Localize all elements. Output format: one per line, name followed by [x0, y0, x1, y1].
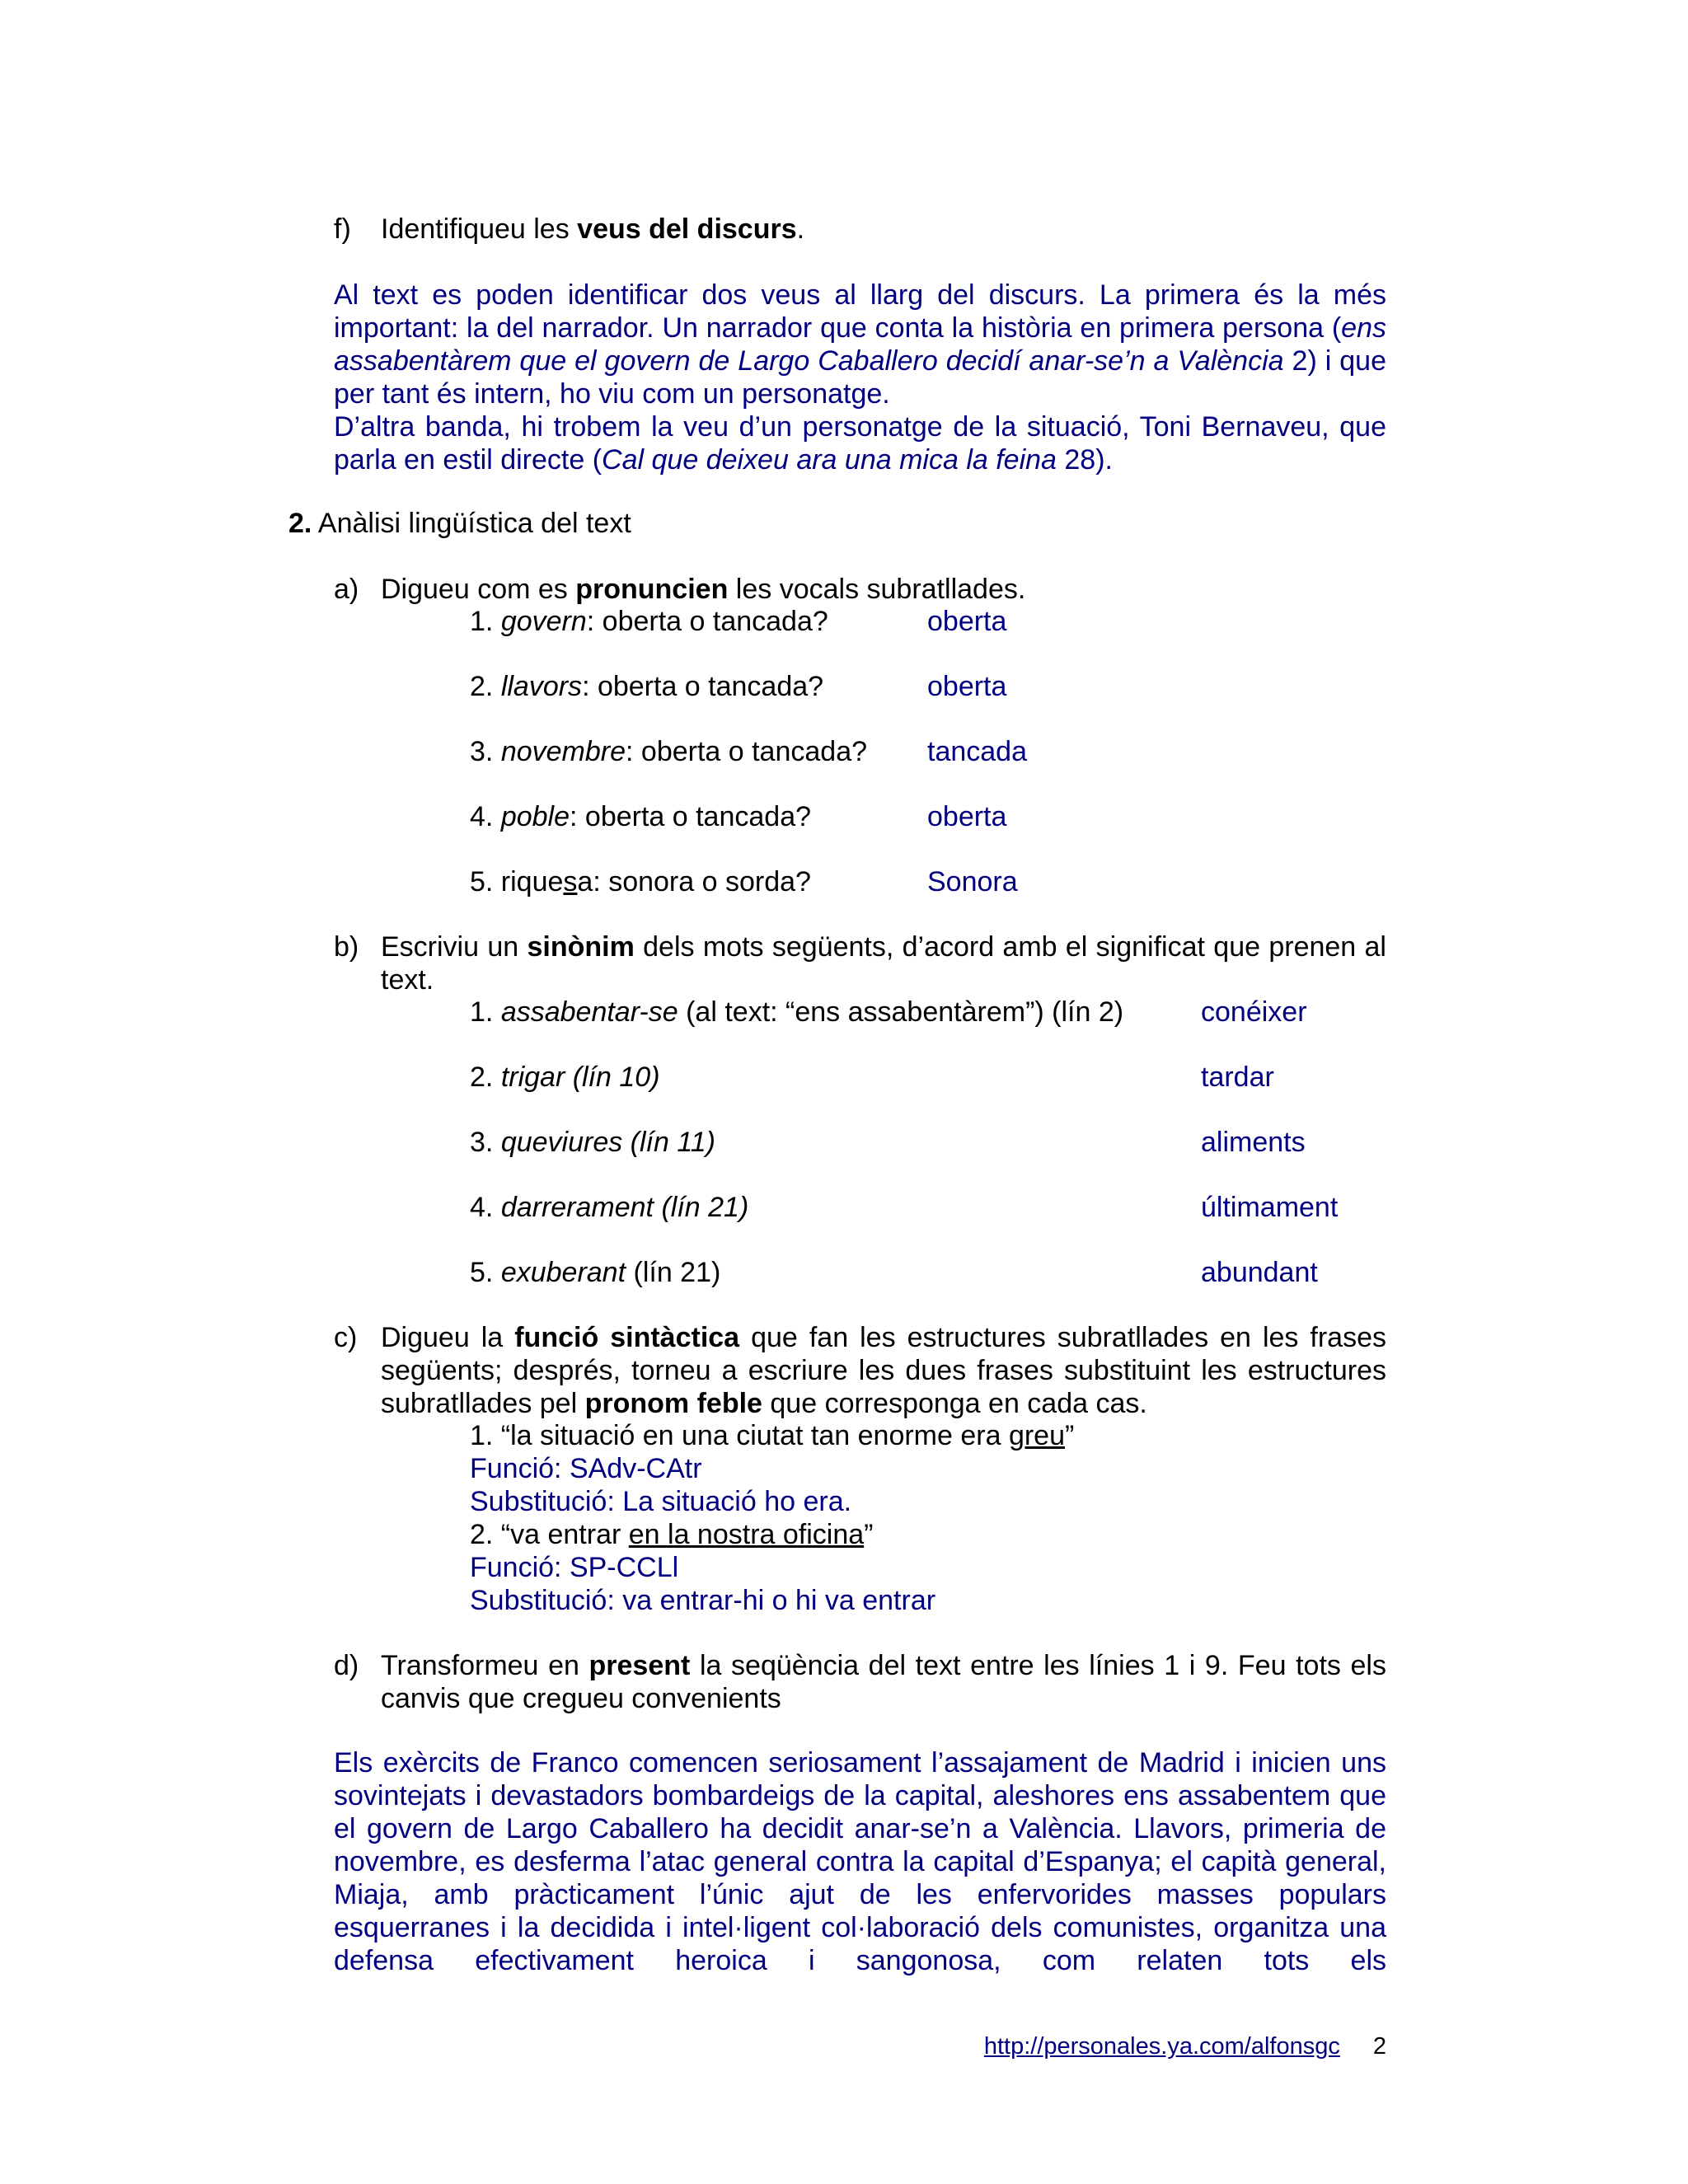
synonym-row: 3. queviures (lín 11) [470, 1127, 715, 1158]
syntax-substitution-1: Substitució: La situació ho era. [470, 1486, 852, 1517]
pronunciation-answer: oberta [927, 801, 1007, 832]
syntax-block [470, 1419, 1385, 1617]
pronunciation-answer: oberta [927, 671, 1007, 702]
item-b-marker: b) [334, 931, 359, 963]
voices-answer-p1: Al text es poden identificar dos veus al llarg del discurs. La primera és la més important: la del narrador. Un narrador que conta la història en primera persona (ens assabentàrem que el govern de Largo Caballero decidí anar-se’n a València 2) i que per tant és intern, ho viu com un personatge. [334, 279, 1386, 410]
section-number: 2. [288, 508, 312, 539]
syntax-function-1: Funció: SAdv-CAtr [470, 1453, 702, 1484]
synonym-answer: últimament [1201, 1192, 1339, 1223]
item-d-text: Transformeu en present la seqüència del text entre les línies 1 i 9. Feu tots els canvis que cregueu convenients [381, 1650, 1386, 1714]
item-c-marker: c) [334, 1322, 358, 1353]
voices-answer-p2: D’altra banda, hi trobem la veu d’un personatge de la situació, Toni Bernaveu, que parla en estil directe (Cal que deixeu ara una mica la feina 28). [334, 411, 1386, 476]
synonym-answer: tardar [1201, 1062, 1274, 1093]
pronunciation-row: 3. novembre: oberta o tancada? [470, 736, 868, 767]
present-answer: Els exèrcits de Franco comencen seriosament l’assajament de Madrid i inicien uns sovintejats i devastadors bombardeigs de la capital, aleshores ens assabentem que el govern de Largo Caballero ha decidit anar-se’n a València. Llavors, primeria de novembre, es desferma l’atac general contra la capital d’Espanya; el capità general, Miaja, amb pràcticament l’únic ajut de les enfervorides masses populars esquerranes i la decidida i intel·ligent col·laboració dels comunistes, organitza una defensa efectivament heroica i sangonosa, com relaten tots els [334, 1747, 1386, 1976]
pronunciation-answer: tancada [927, 736, 1027, 767]
syntax-sentence-2: 2. “va entrar en la nostra oficina” [470, 1519, 874, 1550]
voices-answer [334, 279, 1386, 476]
pronunciation-row: 2. llavors: oberta o tancada? [470, 671, 824, 702]
item-b-text: Escriviu un sinònim dels mots següents, d’acord amb el significat que prenen al text. [381, 931, 1386, 996]
synonym-answer: aliments [1201, 1127, 1306, 1158]
page-number: 2 [1372, 2033, 1386, 2060]
syntax-substitution-2: Substitució: va entrar-hi o hi va entrar [470, 1585, 936, 1616]
item-c-text: Digueu la funció sintàctica que fan les estructures subratllades en les frases següents; després, torneu a escriure les dues frases substituint les estructures subratllades pel pronom feble que corresponga en cada cas. [381, 1322, 1387, 1419]
synonym-answer: conéixer [1201, 996, 1307, 1028]
item-f-text: Identifiqueu les veus del discurs. [381, 213, 805, 245]
synonym-row: 5. exuberant (lín 21) [470, 1257, 721, 1288]
item-a-text: Digueu com es pronuncien les vocals subratllades. [381, 574, 1026, 605]
pronunciation-answer: oberta [927, 606, 1007, 637]
synonym-answer: abundant [1201, 1257, 1318, 1288]
item-a-marker: a) [334, 574, 359, 605]
footer [948, 2032, 1386, 2060]
pronunciation-row: 5. riquesa: sonora o sorda? [470, 866, 811, 898]
synonym-row: 2. trigar (lín 10) [470, 1062, 660, 1093]
section-heading [288, 507, 631, 540]
pronunciation-row: 4. poble: oberta o tancada? [470, 801, 812, 832]
item-d-marker: d) [334, 1650, 359, 1681]
footer-link[interactable]: http://personales.ya.com/alfonsgc [983, 2033, 1340, 2060]
item-f-marker: f) [334, 213, 351, 245]
pronunciation-row: 1. govern: oberta o tancada? [470, 606, 828, 637]
synonym-row: 1. assabentar-se (al text: “ens assabentàrem”) (lín 2) [470, 996, 1124, 1028]
pronunciation-answer: Sonora [927, 866, 1018, 898]
synonym-row: 4. darrerament (lín 21) [470, 1192, 749, 1223]
item-f [334, 213, 351, 246]
syntax-function-2: Funció: SP-CCLl [470, 1552, 679, 1583]
syntax-sentence-1: 1. “la situació en una ciutat tan enorme era greu” [470, 1420, 1075, 1451]
section-title: Anàlisi lingüística del text [312, 508, 631, 539]
